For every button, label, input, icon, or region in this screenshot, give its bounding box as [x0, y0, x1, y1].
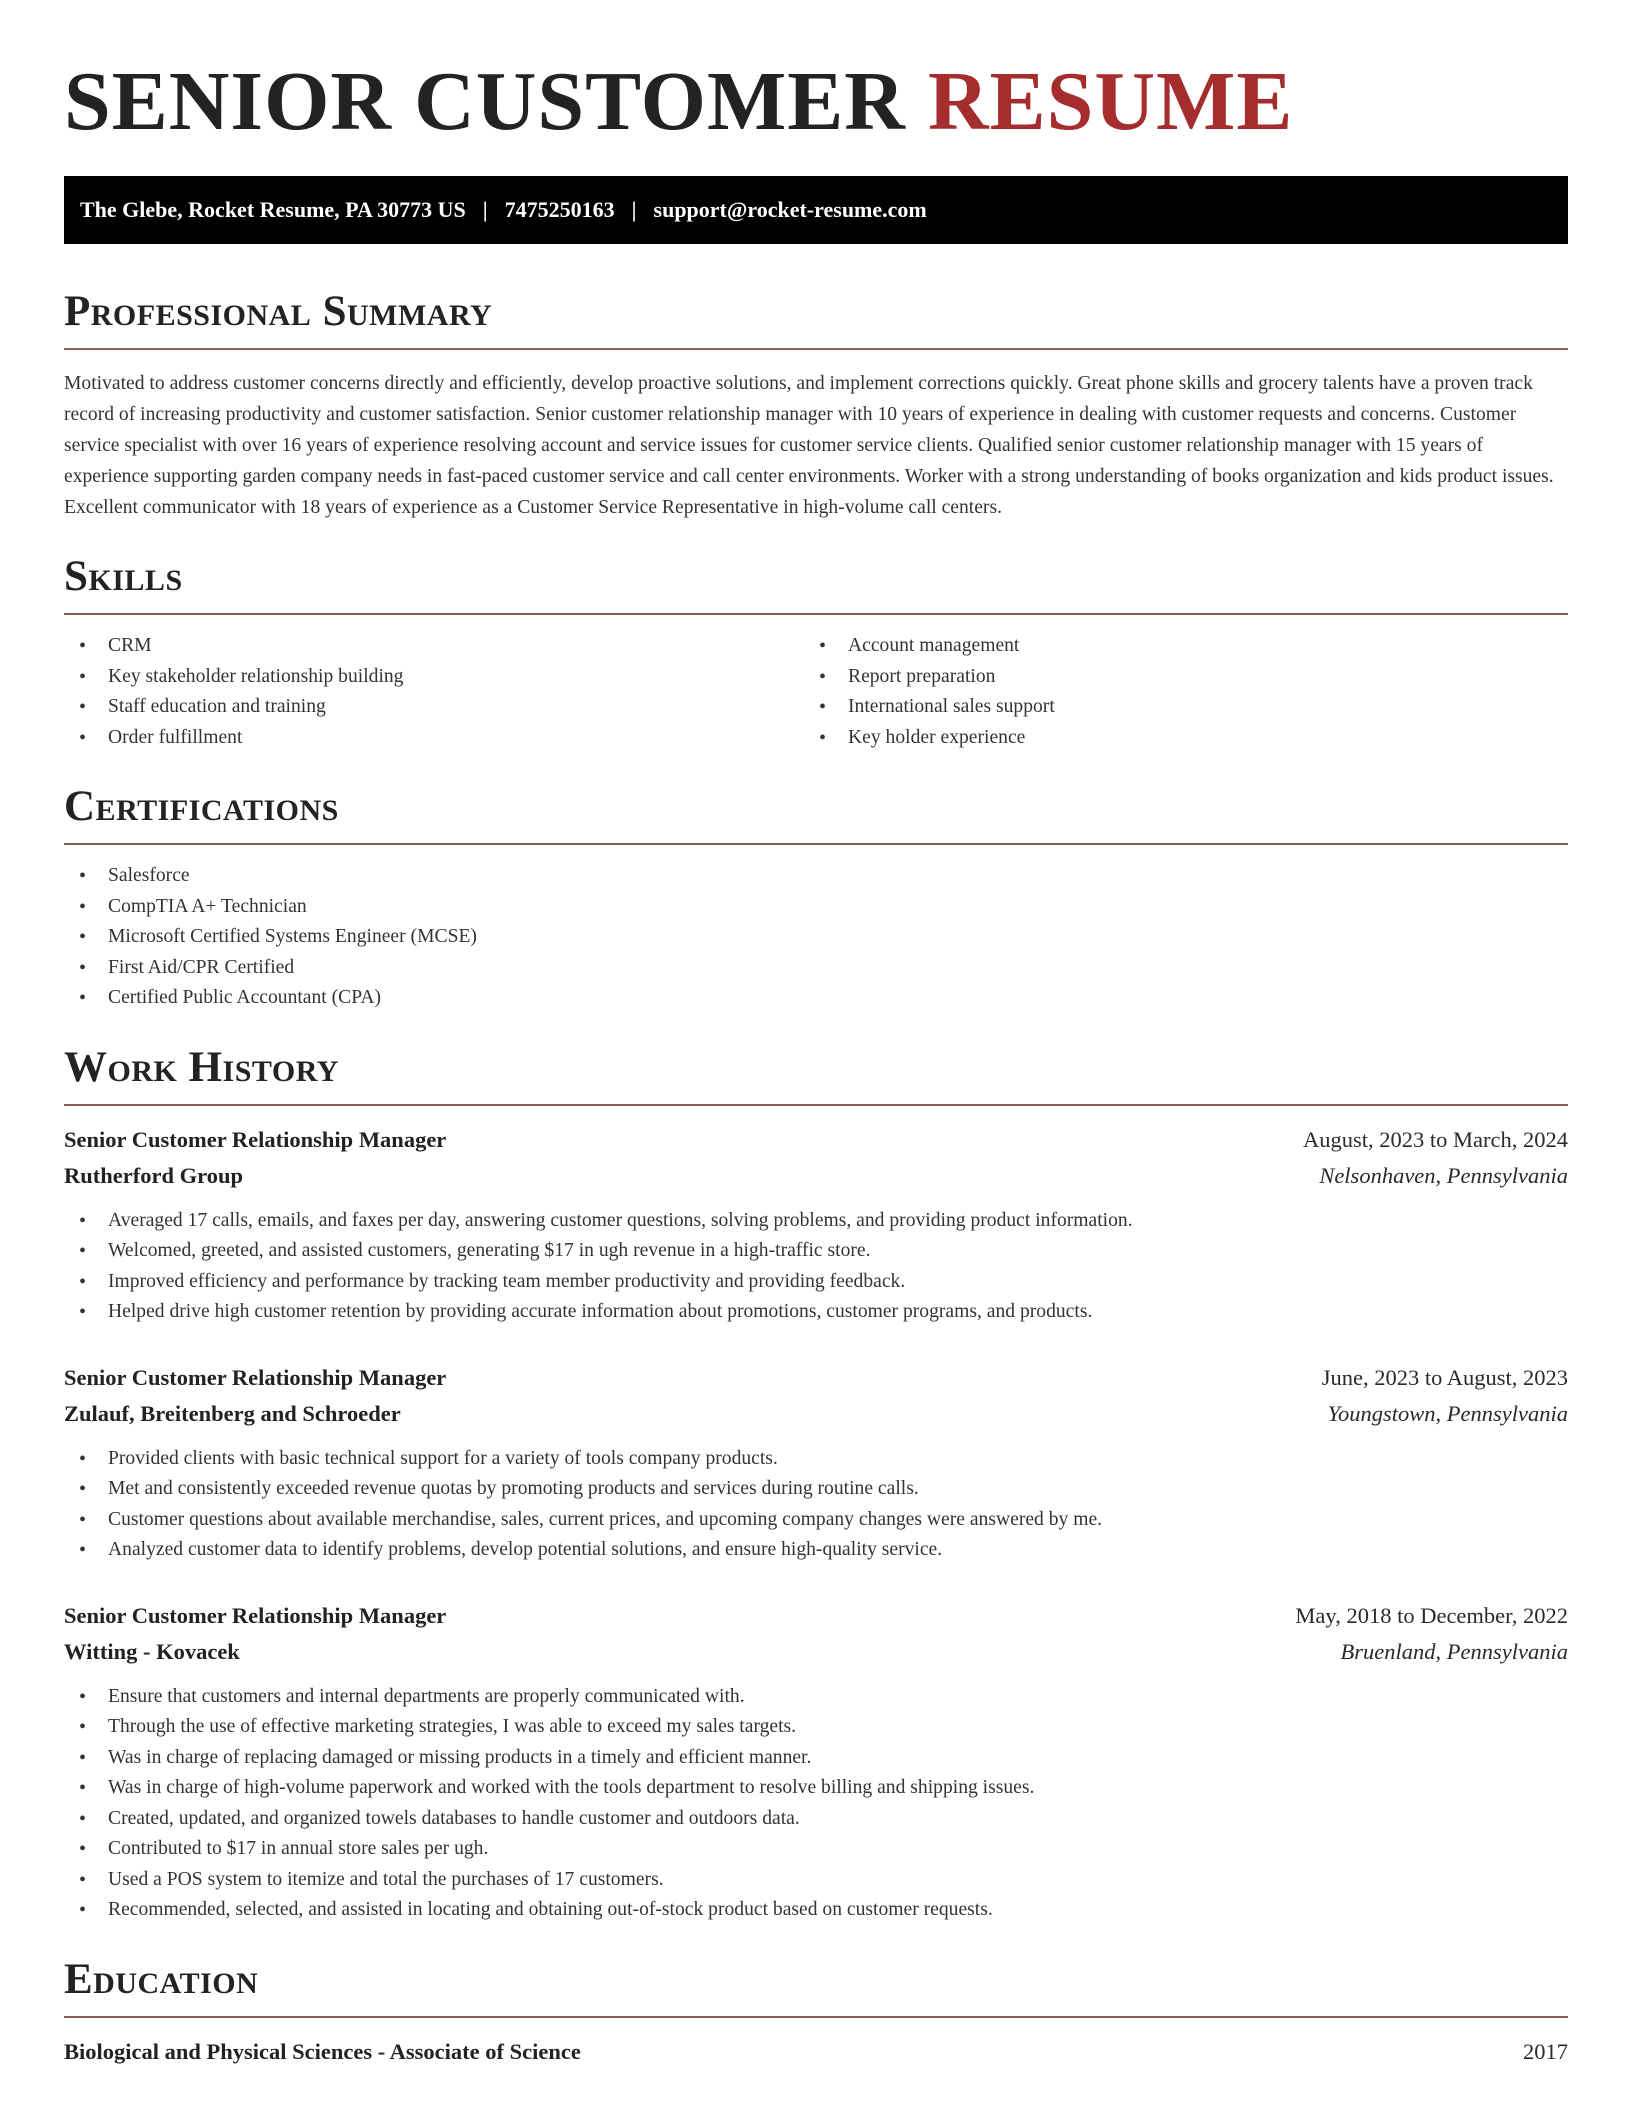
work-history-section [64, 1042, 1568, 1926]
job-entry [64, 1598, 1568, 1926]
work-history-heading: Work History [64, 1043, 339, 1091]
job-header [64, 1122, 1568, 1158]
certifications-list [64, 861, 1568, 1014]
certifications-heading: Certifications [64, 783, 339, 830]
skills-list-right [804, 631, 1544, 753]
job-bullet: • Ensure that customers and internal departments are properly communicated with. [64, 1682, 1568, 1713]
job-bullet: • Contributed to $17 in annual store sales per ugh. [64, 1834, 1568, 1865]
job-dates: May, 2018 to December, 2022 [1295, 1602, 1568, 1628]
section-divider [64, 1104, 1568, 1106]
job-bullet: • Provided clients with basic technical support for a variety of tools company products. [64, 1444, 1568, 1475]
job-bullet: • Customer questions about available merchandise, sales, current prices, and upcoming company changes were answered by me. [64, 1505, 1568, 1536]
job-location: Nelsonhaven, Pennsylvania [1319, 1162, 1568, 1188]
certification-item: • CompTIA A+ Technician [64, 892, 1568, 923]
section-divider [64, 613, 1568, 615]
education-section [64, 1954, 1568, 2070]
education-degree: Biological and Physical Sciences - Associate of Science [64, 2038, 581, 2064]
job-bullet: • Welcomed, greeted, and assisted customers, generating $17 in ugh revenue in a high-traffic store. [64, 1236, 1568, 1267]
education-entry [64, 2034, 1568, 2070]
job-header [64, 1598, 1568, 1634]
certification-item: • Salesforce [64, 861, 1568, 892]
job-subheader [64, 1158, 1568, 1194]
contact-phone: 7475250163 [504, 197, 615, 222]
contact-bar [64, 176, 1568, 244]
title-main: SENIOR CUSTOMER [64, 55, 906, 148]
job-bullet: • Recommended, selected, and assisted in locating and obtaining out-of-stock product based on customer requests. [64, 1895, 1568, 1926]
resume-page [64, 0, 1568, 2070]
skills-list-left [64, 631, 804, 753]
skill-item: • Account management [804, 631, 1544, 662]
job-subheader [64, 1634, 1568, 1670]
job-bullet: • Was in charge of replacing damaged or missing products in a timely and efficient manner. [64, 1743, 1568, 1774]
skill-item: • Order fulfillment [64, 723, 804, 754]
summary-section [64, 286, 1568, 523]
job-dates: August, 2023 to March, 2024 [1303, 1126, 1568, 1152]
section-divider [64, 843, 1568, 845]
job-title: Senior Customer Relationship Manager [64, 1602, 447, 1628]
education-year: 2017 [1523, 2038, 1568, 2064]
education-heading: Education [64, 1955, 259, 2003]
skill-item: • Staff education and training [64, 692, 804, 723]
section-divider [64, 348, 1568, 350]
job-subheader [64, 1396, 1568, 1432]
certifications-section [64, 781, 1568, 1014]
job-entry [64, 1360, 1568, 1566]
job-company: Rutherford Group [64, 1162, 243, 1188]
skill-item: • International sales support [804, 692, 1544, 723]
skill-item: • Report preparation [804, 662, 1544, 693]
job-location: Youngstown, Pennsylvania [1327, 1400, 1568, 1426]
job-bullet: • Used a POS system to itemize and total the purchases of 17 customers. [64, 1865, 1568, 1896]
job-title: Senior Customer Relationship Manager [64, 1126, 447, 1152]
job-bullets [64, 1682, 1568, 1926]
job-bullet: • Met and consistently exceeded revenue quotas by promoting products and services during routine calls. [64, 1474, 1568, 1505]
job-bullet: • Averaged 17 calls, emails, and faxes per day, answering customer questions, solving problems, and providing product information. [64, 1206, 1568, 1237]
skills-section [64, 551, 1568, 753]
certification-item: • Certified Public Accountant (CPA) [64, 983, 1568, 1014]
skills-heading: Skills [64, 553, 183, 600]
resume-title [64, 0, 1568, 152]
job-bullets [64, 1206, 1568, 1328]
job-bullet: • Helped drive high customer retention by providing accurate information about promotions, customer programs, and products. [64, 1297, 1568, 1328]
job-location: Bruenland, Pennsylvania [1340, 1638, 1568, 1664]
skill-item: • CRM [64, 631, 804, 662]
summary-text: Motivated to address customer concerns directly and efficiently, develop proactive solutions, and implement corrections quickly. Great phone skills and grocery talents have a proven track record of increasing productivity and customer satisfaction. Senior customer relationship manager with 10 years of experience in dealing with customer requests and concerns. Customer service specialist with over 16 years of experience resolving account and service issues for customer service clients. Qualified senior customer relationship manager with 15 years of experience supporting garden company needs in fast-paced customer service and call center environments. Worker with a strong understanding of books organization and kids product issues. Excellent communicator with 18 years of experience as a Customer Service Representative in high-volume call centers. [64, 373, 1554, 518]
job-bullet: • Created, updated, and organized towels databases to handle customer and outdoors data. [64, 1804, 1568, 1835]
job-bullet: • Was in charge of high-volume paperwork and worked with the tools department to resolve billing and shipping issues. [64, 1773, 1568, 1804]
job-bullet: • Through the use of effective marketing strategies, I was able to exceed my sales targets. [64, 1712, 1568, 1743]
job-dates: June, 2023 to August, 2023 [1321, 1364, 1568, 1390]
skill-item: • Key stakeholder relationship building [64, 662, 804, 693]
title-accent: RESUME [927, 55, 1294, 148]
job-bullets [64, 1444, 1568, 1566]
job-entry [64, 1122, 1568, 1328]
job-company: Witting - Kovacek [64, 1638, 240, 1664]
contact-separator: | [631, 197, 637, 222]
summary-heading: Professional Summary [64, 288, 493, 335]
contact-email: support@rocket-resume.com [653, 197, 927, 222]
job-company: Zulauf, Breitenberg and Schroeder [64, 1400, 401, 1426]
job-bullet: • Improved efficiency and performance by tracking team member productivity and providing feedback. [64, 1267, 1568, 1298]
contact-address: The Glebe, Rocket Resume, PA 30773 US [80, 197, 466, 222]
job-title: Senior Customer Relationship Manager [64, 1364, 447, 1390]
skills-grid [64, 631, 1568, 753]
certification-item: • First Aid/CPR Certified [64, 953, 1568, 984]
certification-item: • Microsoft Certified Systems Engineer (MCSE) [64, 922, 1568, 953]
job-header [64, 1360, 1568, 1396]
job-bullet: • Analyzed customer data to identify problems, develop potential solutions, and ensure high-quality service. [64, 1535, 1568, 1566]
skill-item: • Key holder experience [804, 723, 1544, 754]
contact-separator: | [482, 197, 488, 222]
section-divider [64, 2016, 1568, 2018]
